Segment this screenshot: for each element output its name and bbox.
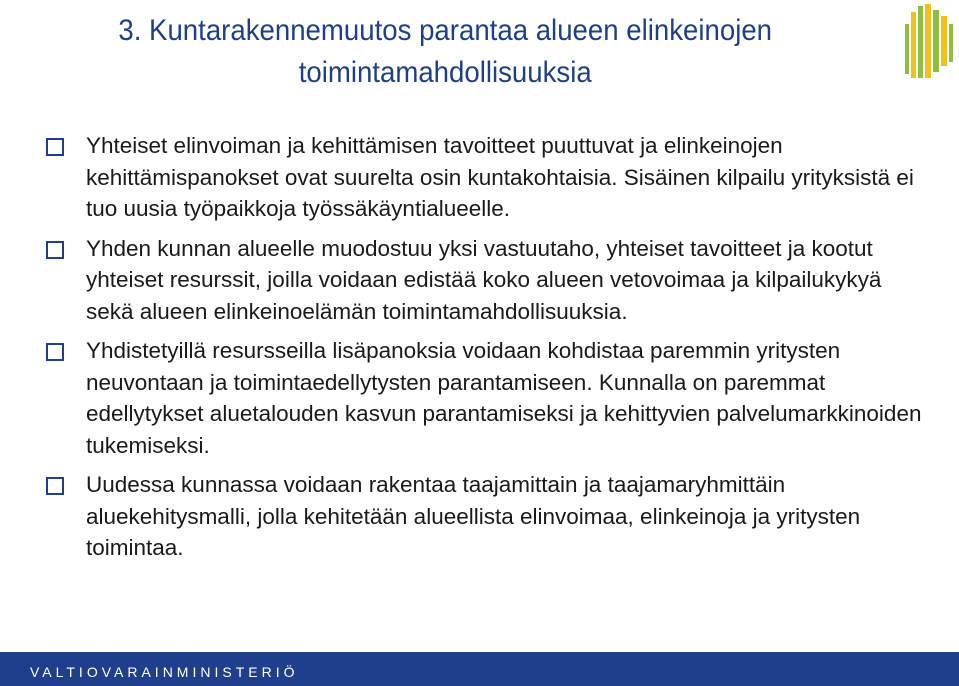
checkbox-bullet-icon [46,343,64,361]
bullet-item [46,335,926,461]
bullet-item [46,469,926,564]
bullet-text: Yhdistetyillä resursseilla lisäpanoksia voidaan kohdistaa paremmin yritysten neuvontaan ja toimintaedellytysten parantamiseen. Kunnalla on paremmat edellytykset aluetalouden kasvun parantamiseksi ja kehittyvien palvelumarkkinoiden tukemiseksi. [86,338,922,458]
bullet-text: Yhteiset elinvoiman ja kehittämisen tavoitteet puuttuvat ja elinkeinojen kehittämispanokset ovat suurelta osin kuntakohtaisia. Sisäinen kilpailu yrityksistä ei tuo uusia työpaikkoja työssäkäyntialueelle. [86,133,914,221]
title-line-2: toimintamahdollisuuksia [298,56,592,89]
ministry-logo-bars-icon [905,0,953,80]
checkbox-bullet-icon [46,138,64,156]
title-line-1: 3. Kuntarakennemuutos parantaa alueen elinkeinojen [118,14,773,47]
bullet-list [46,130,926,572]
checkbox-bullet-icon [46,241,64,259]
bullet-item [46,130,926,225]
bullet-text: Yhden kunnan alueelle muodostuu yksi vastuutaho, yhteiset tavoitteet ja kootut yhteiset resurssit, joilla voidaan edistää koko alueen vetovoimaa ja kilpailukykyä sekä alueen elinkeinoelämän toimintamahdollisuuksia. [86,235,882,324]
bullet-item [46,233,926,328]
slide-title [68,10,822,94]
footer-ministry-name: VALTIOVARAINMINISTERIÖ [30,664,299,680]
checkbox-bullet-icon [46,477,64,495]
bullet-text: Uudessa kunnassa voidaan rakentaa taajamittain ja taajamaryhmittäin aluekehitysmalli, jolla kehitetään alueellista elinvoimaa, elinkeinoja ja yritysten toimintaa. [86,472,861,560]
